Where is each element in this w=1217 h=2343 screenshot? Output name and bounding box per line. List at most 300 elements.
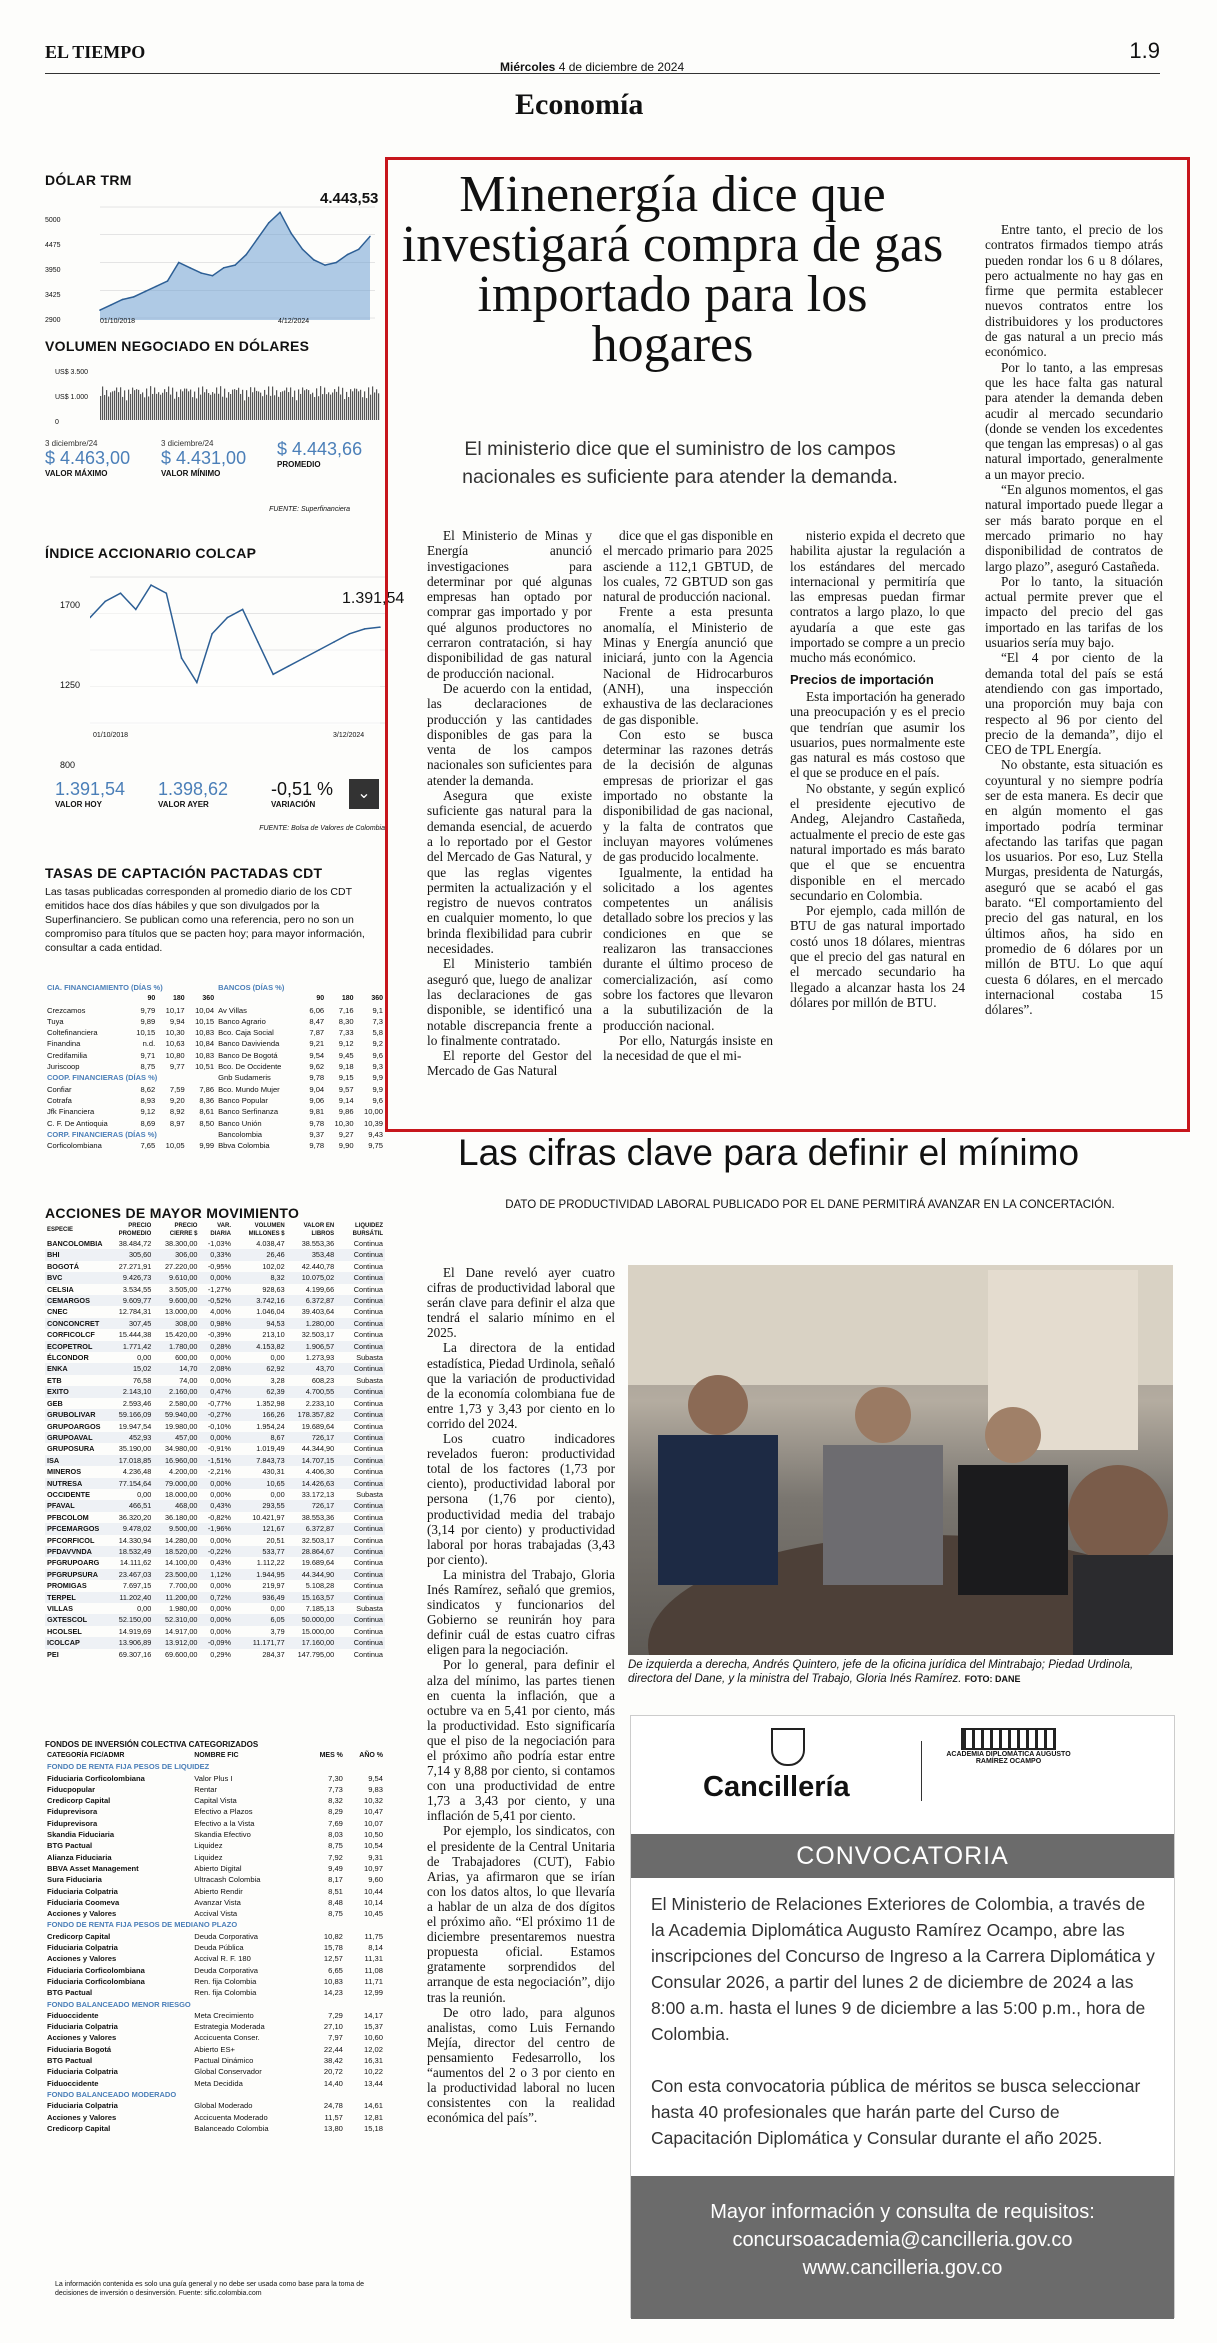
table-cell: 10,30 <box>165 1028 185 1038</box>
article-column-2 <box>603 528 773 1063</box>
table-cell: 12,81 <box>363 2112 383 2122</box>
volume-bar <box>284 391 285 420</box>
volume-bar <box>278 397 279 420</box>
volume-bar <box>362 397 363 420</box>
table-cell: -0,10% <box>207 1421 231 1431</box>
table-cell: 9,9 <box>372 1084 383 1094</box>
table-cell: 19.689,64 <box>301 1421 335 1431</box>
table-cell: 9,89 <box>140 1016 156 1026</box>
table-cell: 12,02 <box>363 2044 383 2054</box>
volume-bar <box>378 393 379 420</box>
volume-bar <box>354 388 355 420</box>
table-row <box>45 1478 385 1489</box>
table-cell: 14,61 <box>363 2101 383 2111</box>
table-row <box>45 1626 385 1637</box>
volume-bar <box>218 394 219 420</box>
second-dek: DATO DE PRODUCTIVIDAD LABORAL PUBLICADO POR EL DANE PERMITIRÁ AVANZAR EN LA CONCERTACIÓN. <box>505 1199 1115 1211</box>
volume-bar <box>264 390 265 420</box>
article-paragraph: Los cuatro indicadores revelados fueron: productividad total de los factores (1,73 por ciento), productividad laboral por persona (1,76 por ciento), productividad media del trabajo (3,14 por ciento) y productividad laboral por horas trabajadas (3,43 por ciento). <box>427 1431 615 1567</box>
table-cell: Continua <box>353 1626 383 1636</box>
table-cell: Credicorp Capital <box>47 1796 111 1806</box>
table-cell: Ren. fija Colombia <box>194 1976 257 1986</box>
table-cell: 1.280,00 <box>305 1318 335 1328</box>
data-point <box>290 233 292 235</box>
table-cell: 9.426,73 <box>122 1273 152 1283</box>
table-cell: 4.200,00 <box>169 1467 198 1477</box>
table-cell: 3.505,00 <box>169 1284 198 1294</box>
table-row <box>45 1318 385 1329</box>
volume-bar <box>102 386 103 420</box>
volume-bar <box>272 387 273 420</box>
data-point <box>227 617 229 619</box>
volume-bar <box>180 389 181 420</box>
colcap-kpi-variation: -0,51 % VARIACIÓN <box>271 779 334 809</box>
table-cell: Continua <box>353 1239 383 1248</box>
table-cell: 13,44 <box>363 2078 383 2088</box>
volume-bar <box>126 400 127 420</box>
table-row <box>45 1976 385 1987</box>
table-cell: 7,87 <box>309 1028 325 1038</box>
trm-x-start: 01/10/2018 <box>100 318 136 325</box>
table-row <box>45 1432 385 1443</box>
table-row <box>45 1784 385 1795</box>
volume-bar <box>224 389 225 420</box>
volume-bar <box>118 392 119 420</box>
table-cell: Fiducpopular <box>47 1784 96 1794</box>
table-cell: 8,75 <box>140 1062 156 1072</box>
table-cell: -0,39% <box>207 1330 231 1340</box>
data-point <box>347 254 349 256</box>
table-row <box>45 1443 385 1454</box>
table-cell: 32.503,17 <box>301 1535 335 1545</box>
volume-bar <box>128 390 129 420</box>
table-cell: 16,31 <box>363 2056 383 2066</box>
table-cell: Acciones y Valores <box>47 2033 117 2043</box>
table-cell: 8,36 <box>199 1095 215 1105</box>
volume-bar <box>216 387 217 420</box>
table-cell: 1,12% <box>210 1569 231 1579</box>
volume-bar <box>308 390 309 420</box>
table-cell: 9,57 <box>338 1084 354 1094</box>
table-cell: 14,23 <box>323 1988 343 1998</box>
table-cell: 0,00 <box>137 1489 152 1499</box>
table-cell: CORFICOLCF <box>47 1330 95 1340</box>
table-cell: 59.166,09 <box>118 1410 152 1420</box>
volume-bar <box>344 399 345 420</box>
table-cell: 0,43% <box>210 1501 231 1511</box>
table-cell: Continua <box>353 1615 383 1625</box>
volume-bar <box>266 395 267 420</box>
table-row <box>45 1352 385 1363</box>
table-cell: 9.600,00 <box>169 1296 198 1306</box>
section-title: Economía <box>515 88 644 121</box>
volume-bar <box>316 388 317 420</box>
table-cell: 0,28% <box>210 1341 231 1351</box>
table-row <box>45 1061 385 1072</box>
table-cell: Continua <box>353 1638 383 1648</box>
table-cell: 430,31 <box>262 1467 285 1477</box>
table-cell: 12.784,31 <box>118 1307 152 1317</box>
table-cell: 74,00 <box>179 1375 198 1385</box>
table-cell: 14.919,69 <box>118 1626 152 1636</box>
article-paragraph: El Ministerio también aseguró que, luego de analizar las declaraciones de gas disponible, se identificó una notable discrepancia frente a lo finalmente contratado. <box>427 956 592 1048</box>
table-cell: Fiduciaria Bogotá <box>47 2044 112 2054</box>
article-paragraph: Por lo tanto, la situación actual permite prever que el impacto del precio del gas importado en las tarifas de los usuarios sería muy bajo. <box>985 573 1163 651</box>
table-cell: 38.484,72 <box>118 1239 152 1248</box>
table-cell: 20,72 <box>323 2067 343 2077</box>
volume-bar <box>144 397 145 420</box>
table-cell: 10,84 <box>195 1039 215 1049</box>
table-cell: Continua <box>353 1307 383 1317</box>
data-point <box>211 633 213 635</box>
table-cell: 39.403,64 <box>301 1307 335 1317</box>
table-cell: Bco. De Occidente <box>218 1062 282 1072</box>
table-cell: 9,71 <box>140 1050 156 1060</box>
table-cell: 9,45 <box>338 1050 354 1060</box>
data-point <box>144 291 146 293</box>
table-cell: 32.503,17 <box>301 1330 335 1340</box>
data-point <box>257 238 259 240</box>
table-cell: 8,47 <box>309 1016 325 1026</box>
table-cell: 9.610,00 <box>169 1273 198 1283</box>
volume-bar <box>104 395 105 420</box>
table-row <box>45 1603 385 1614</box>
volume-bar <box>262 396 263 420</box>
table-row <box>45 1557 385 1568</box>
table-cell: 308,00 <box>175 1318 198 1328</box>
volume-bar <box>228 392 229 420</box>
volume-bar <box>164 389 165 420</box>
volume-bar <box>110 392 111 420</box>
table-cell: Meta Crecimiento <box>194 2010 254 2020</box>
table-cell: 9,27 <box>338 1129 354 1139</box>
table-row <box>45 1295 385 1306</box>
table-cell: 9,15 <box>338 1073 354 1083</box>
volume-bar <box>108 397 109 420</box>
table-cell: 18.000,00 <box>164 1489 198 1499</box>
table-cell: BHI <box>47 1250 60 1260</box>
table-cell: 44.344,90 <box>301 1569 335 1579</box>
volume-bar <box>322 394 323 420</box>
table-cell: 52.150,00 <box>118 1615 152 1625</box>
data-point <box>302 248 304 250</box>
article-paragraph: No obstante, y según explicó el presidente ejecutivo de Andeg, Alejandro Castañeda, actualmente el precio de este gas natural importado es más barato que el que se encuentra disponible en el mercado secundario en Colombia. <box>790 780 965 903</box>
volume-bar <box>194 392 195 420</box>
table-row <box>45 1614 385 1625</box>
table-cell: Tuya <box>47 1016 64 1026</box>
table-cell: 7,97 <box>328 2033 343 2043</box>
table-cell: GRUPOAVAL <box>47 1432 93 1442</box>
volume-bar <box>206 389 207 420</box>
data-point <box>335 262 337 264</box>
table-cell: Continua <box>353 1455 383 1465</box>
acciones-title: ACCIONES DE MAYOR MOVIMIENTO <box>45 1205 300 1221</box>
volume-bar <box>132 388 133 420</box>
table-cell: Skandia Efectivo <box>194 1830 251 1840</box>
table-cell: 9,54 <box>309 1050 325 1060</box>
table-cell: PFDAVVNDA <box>47 1546 92 1556</box>
table-cell: 15,78 <box>323 1943 343 1953</box>
table-cell: 14.707,15 <box>301 1455 335 1465</box>
volume-bar <box>312 393 313 420</box>
table-cell: 10,50 <box>363 1830 383 1840</box>
table-cell: Efectivo a Plazos <box>194 1807 253 1817</box>
table-cell: 15.444,38 <box>118 1330 152 1340</box>
table-row <box>45 1942 385 1953</box>
table-cell: Credicorp Capital <box>47 1931 111 1941</box>
volume-bar <box>172 388 173 420</box>
table-cell: 1.046,04 <box>256 1307 285 1317</box>
data-point <box>324 264 326 266</box>
table-cell: 219,97 <box>262 1581 285 1591</box>
data-point <box>104 601 106 603</box>
table-cell: 8,48 <box>328 1897 343 1907</box>
data-point <box>303 657 305 659</box>
table-cell: CONCONCRET <box>47 1318 100 1328</box>
article-paragraph: El reporte del Gestor del Mercado de Gas Natural <box>427 1048 592 1079</box>
acciones-col-header: VAR. DIARIA <box>210 1223 231 1237</box>
table-cell: Continua <box>353 1273 383 1283</box>
colcap-line-chart <box>90 575 385 730</box>
table-cell: Coltefinanciera <box>47 1028 98 1038</box>
main-headline: Minenergía dice que investigará compra de gas importado para los hogares <box>401 166 944 373</box>
table-cell: 14,40 <box>323 2078 343 2088</box>
fondos-col-header: AÑO % <box>359 1752 383 1759</box>
table-row <box>45 2010 385 2021</box>
academy-building-icon <box>961 1728 1056 1750</box>
table-cell: 9,54 <box>368 1773 383 1783</box>
table-cell: 1.273,93 <box>305 1353 335 1363</box>
cdt-table <box>45 982 385 1151</box>
table-row <box>45 1005 385 1016</box>
volume-bar <box>364 391 365 420</box>
table-cell: Credifamilia <box>47 1050 88 1060</box>
table-cell: 293,55 <box>262 1501 285 1511</box>
table-cell: 7,16 <box>338 1005 354 1015</box>
table-cell: BTG Pactual <box>47 1841 93 1851</box>
table-cell: 10,15 <box>195 1016 215 1026</box>
table-cell: Liquidez <box>194 1841 223 1851</box>
article-paragraph: De otro lado, para algunos analistas, como Luis Fernando Mejía, director del centro de pensamiento Fedesarrollo, los “aumentos del 2 o 3 por ciento en la productividad laboral no lucen consistentes con la realidad económica del país”. <box>427 2004 615 2126</box>
table-cell: 178.357,82 <box>297 1410 335 1420</box>
volume-bar <box>246 390 247 420</box>
table-cell: 121,67 <box>262 1524 285 1534</box>
table-cell: Continua <box>353 1592 383 1602</box>
table-cell: 10,14 <box>363 1897 383 1907</box>
cdt-col-header: 360 <box>202 995 215 1003</box>
data-point <box>122 299 124 301</box>
subheading-import-prices: Precios de importación <box>790 671 934 687</box>
volume-bar <box>286 388 287 420</box>
table-cell: 27.220,00 <box>164 1261 198 1271</box>
table-cell: Continua <box>353 1364 383 1374</box>
table-row <box>45 2112 385 2123</box>
volume-bar <box>292 397 293 420</box>
data-point <box>349 633 351 635</box>
volume-bar <box>372 386 373 420</box>
table-row <box>45 1272 385 1283</box>
cdt-title: TASAS DE CAPTACIÓN PACTADAS CDT <box>45 865 323 881</box>
table-cell: 0,29% <box>210 1649 231 1659</box>
volume-bar <box>226 398 227 420</box>
table-row <box>45 1375 385 1386</box>
table-cell: Continua <box>353 1535 383 1545</box>
table-cell: 15,37 <box>363 2022 383 2032</box>
cancilleria-ad <box>630 1715 1175 2318</box>
cdt-col-header: 360 <box>371 995 383 1003</box>
volume-bar <box>242 390 243 420</box>
table-cell: 15.420,00 <box>164 1330 198 1340</box>
volume-bar <box>158 392 159 420</box>
table-cell: Av Villas <box>218 1005 247 1015</box>
volume-bar <box>212 392 213 420</box>
table-cell: 7,86 <box>199 1084 215 1094</box>
data-point <box>200 272 202 274</box>
table-cell: 1.954,24 <box>256 1421 285 1431</box>
table-cell: 38.553,36 <box>301 1512 335 1522</box>
table-cell: 79.000,00 <box>164 1478 198 1488</box>
table-cell: 26,46 <box>266 1250 285 1260</box>
fondos-col-header: MES % <box>319 1752 343 1759</box>
table-cell: PFGRUPSURA <box>47 1569 99 1579</box>
volume-bar <box>130 394 131 420</box>
table-cell: 8,29 <box>328 1807 343 1817</box>
table-cell: 10,17 <box>165 1005 185 1015</box>
table-cell: Continua <box>353 1546 383 1556</box>
colcap-last-value: 1.391,54 <box>342 590 405 607</box>
table-cell: 15.163,57 <box>301 1592 335 1602</box>
table-cell: 457,00 <box>175 1432 198 1442</box>
table-cell: Rentar <box>194 1784 218 1794</box>
table-cell: 4.700,55 <box>305 1387 335 1397</box>
table-cell: Abierto Digital <box>194 1863 242 1873</box>
table-cell: 0,00% <box>210 1478 231 1488</box>
table-row <box>45 1931 385 1942</box>
table-row <box>45 1489 385 1500</box>
table-cell: 102,02 <box>262 1261 285 1271</box>
table-cell: Acciones y Valores <box>47 1909 117 1919</box>
table-cell: 23.467,03 <box>118 1569 152 1579</box>
volume-bar <box>162 393 163 420</box>
table-cell: 35.190,00 <box>118 1444 152 1454</box>
article-paragraph: Por ejemplo, los sindicatos, con el presidente de la Central Unitaria de Trabajadores (CUT), Fabio Arias, ya afirmaron que se irían con los datos altos, lo que llevaría a hablar de un alza de dos dígitos el próximo año. “El próximo 11 de diciembre presentaremos nuestra propuesta oficial. Estamos gratamente sorprendidos del arranque de esta negociación”, dijo tras la reunión. <box>427 1823 615 2005</box>
data-point <box>167 280 169 282</box>
volume-bar <box>324 388 325 420</box>
table-cell: VILLAS <box>47 1604 73 1613</box>
volume-bar <box>270 396 271 420</box>
volume-bar <box>112 391 113 420</box>
issue-date: Miércoles 4 de diciembre de 2024 <box>500 60 685 74</box>
volume-bar <box>196 398 197 420</box>
table-cell: Continua <box>353 1410 383 1420</box>
table-cell: 14,70 <box>179 1364 198 1374</box>
volume-bar <box>170 395 171 420</box>
colcap-y-axis: 1700 1250 800 <box>60 600 81 770</box>
table-cell: Fiduciaria Corficolombiana <box>47 1773 145 1783</box>
table-cell: -1,51% <box>207 1455 231 1465</box>
trm-title: DÓLAR TRM <box>45 172 132 188</box>
table-row <box>45 1409 385 1420</box>
table-cell: 9.500,00 <box>169 1524 198 1534</box>
fondos-group-header: FONDO BALANCEADO MENOR RIESGO <box>47 1999 191 2009</box>
table-cell: 10.421,97 <box>252 1512 285 1522</box>
table-cell: 19.980,00 <box>164 1421 198 1431</box>
table-cell: -0,91% <box>207 1444 231 1454</box>
cdt-header: CIA. FINANCIAMIENTO (DÍAS %) <box>47 983 163 992</box>
table-cell: 726,17 <box>311 1432 335 1442</box>
volume-bar <box>282 391 283 420</box>
ad-email-link[interactable]: concursoacademia@cancilleria.gov.co <box>732 2229 1073 2251</box>
table-cell: 0,00% <box>210 1353 231 1363</box>
volume-bar <box>314 397 315 420</box>
volume-bar <box>184 389 185 420</box>
table-cell: 13,80 <box>323 2123 343 2133</box>
volume-bar <box>134 390 135 420</box>
table-cell: 6,65 <box>328 1965 343 1975</box>
table-cell: Acciones y Valores <box>47 2112 117 2122</box>
table-cell: 9,1 <box>372 1005 383 1015</box>
cdt-col-header: 90 <box>316 995 325 1003</box>
table-cell: Balanceado Colombia <box>194 2123 269 2133</box>
photo-caption: De izquierda a derecha, Andrés Quintero, jefe de la oficina jurídica del Mintrabajo; Piedad Urdinola, directora del Dane, y la ministra del Trabajo, Gloria Inés Ramírez. FOTO: DANE <box>628 1659 1134 1685</box>
table-cell: CELSIA <box>47 1284 74 1294</box>
table-cell: 8,17 <box>328 1875 343 1885</box>
table-cell: 7,73 <box>328 1784 343 1794</box>
table-cell: Deuda Pública <box>194 1943 244 1953</box>
table-cell: Fiduciaria Colpatria <box>47 1943 118 1953</box>
ad-website-link[interactable]: www.cancilleria.gov.co <box>802 2257 1003 2279</box>
table-cell: -0,52% <box>207 1296 231 1306</box>
table-cell: 18.532,49 <box>118 1546 152 1556</box>
table-cell: PEI <box>47 1649 59 1659</box>
table-cell: Fiduciaria Colpatria <box>47 2022 118 2032</box>
data-point <box>288 665 290 667</box>
cdt-header: CORP. FINANCIERAS (DÍAS %) <box>47 1129 157 1139</box>
table-cell: 42.440,78 <box>301 1261 335 1271</box>
volume-bar <box>186 389 187 420</box>
table-cell: 0,33% <box>210 1250 231 1260</box>
trm-kpi-max: 3 diciembre/24 $ 4.463,00 VALOR MÁXIMO <box>45 439 131 478</box>
table-cell: n.d. <box>142 1039 156 1049</box>
table-cell: 1.780,00 <box>169 1341 198 1351</box>
table-row <box>45 1953 385 1964</box>
table-cell: Jfk Financiera <box>47 1107 95 1117</box>
table-cell: Continua <box>353 1421 383 1431</box>
volume-bar <box>100 396 101 420</box>
article-paragraph: De acuerdo con la entidad, las declaraciones de producción y las cantidades disponibles de gas para la venta de los campos nacionales son suficientes para atender la demanda. <box>427 680 592 788</box>
volume-bar <box>106 390 107 420</box>
volume-bar <box>370 395 371 420</box>
table-cell: CEMARGOS <box>47 1296 90 1306</box>
volume-bar <box>334 389 335 420</box>
table-cell: Continua <box>353 1387 383 1397</box>
article-paragraph: No obstante, esta situación es coyuntural y no siempre podría ser de esta manera. Es decir que en algún momento el gas importado podría terminar afectando las tarifas que pagan los usuarios. Por eso, Luz Stella Murgas, presidenta de Naturgás, aseguró que se acabó el gas barato. “El comportamiento del precio del gas natural, en los últimos años, ha sido en promedio de 6 dólares por un millón de BTU. Lo que aquí cuesta 6 dólares, en el mercado internacional costaba 15 dólares”. <box>985 757 1163 1018</box>
volume-bar <box>302 387 303 420</box>
article-paragraph: Con esto se busca determinar las razones detrás de la decisión de algunas empresas de priorizar el gas importado no obstante la disponibilidad de gas nacional, y la falta de contratos que incluyan mayores volúmenes de gas producido localmente. <box>603 726 773 865</box>
table-cell: Banco De Bogotá <box>218 1050 278 1060</box>
article-paragraph: dice que el gas disponible en el mercado primario para 2025 asciende a 112,1 GBTUD, de los cuales, 72 GBTUD son gas natural de producción nacional. <box>603 528 773 605</box>
table-row <box>45 1512 385 1523</box>
table-row <box>45 1027 385 1038</box>
table-cell: 10,97 <box>363 1863 383 1873</box>
table-row <box>45 1363 385 1374</box>
table-cell: Subasta <box>356 1375 383 1385</box>
table-cell: 9,20 <box>169 1095 185 1105</box>
table-cell: 0,00% <box>210 1626 231 1636</box>
volume-bar <box>332 392 333 420</box>
trm-kpi-avg: $ 4.443,66 PROMEDIO <box>277 439 363 469</box>
volume-bar <box>136 389 137 420</box>
